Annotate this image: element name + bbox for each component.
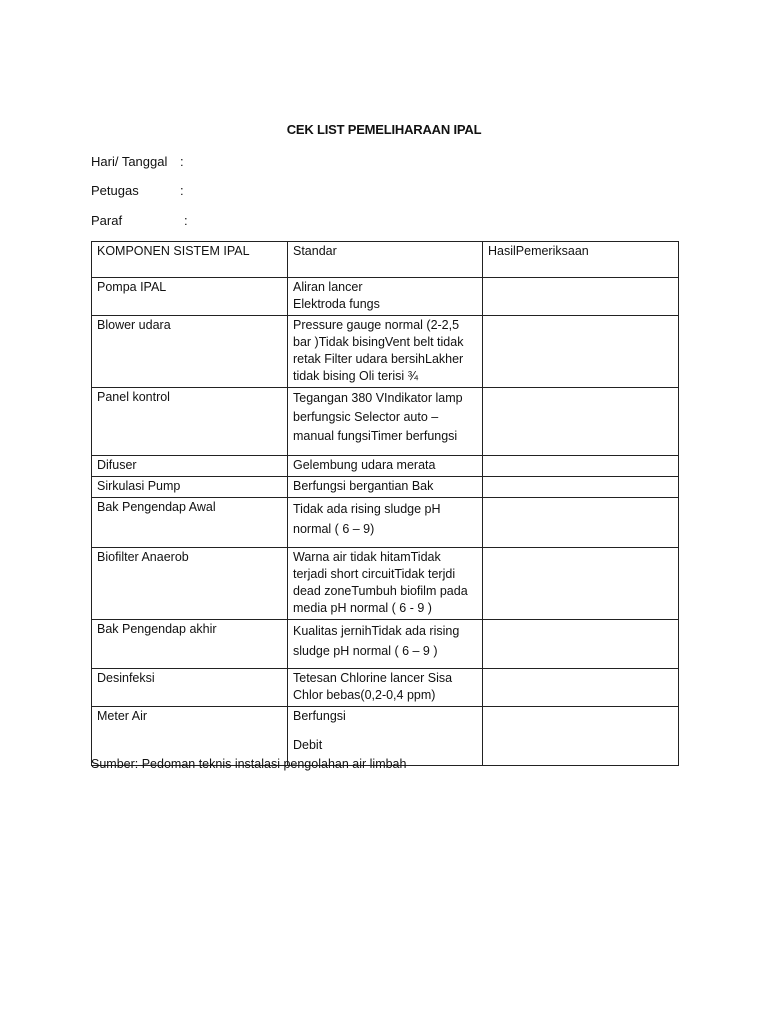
field-petugas bbox=[91, 183, 184, 198]
cell-standar bbox=[288, 669, 483, 707]
column-header-hasil: HasilPemeriksaan bbox=[483, 242, 679, 278]
table-row bbox=[92, 278, 679, 316]
table-row bbox=[92, 548, 679, 620]
standar-line: berfungsic Selector auto – bbox=[293, 410, 439, 424]
standar-line: Tetesan Chlorine lancer Sisa bbox=[293, 671, 453, 685]
cell-standar bbox=[288, 498, 483, 548]
standar-line: manual fungsiTimer berfungsi bbox=[293, 429, 458, 443]
cell-komponen: Pompa IPAL bbox=[92, 278, 288, 316]
standar-line: normal ( 6 – 9) bbox=[293, 522, 375, 536]
standar-line: Tegangan 380 VIndikator lamp bbox=[293, 391, 463, 405]
checklist-table bbox=[91, 241, 679, 766]
cell-hasil bbox=[483, 669, 679, 707]
table-row bbox=[92, 669, 679, 707]
standar-line: bar )Tidak bisingVent belt tidak bbox=[293, 335, 464, 349]
cell-standar bbox=[288, 278, 483, 316]
cell-hasil bbox=[483, 548, 679, 620]
column-header-standar: Standar bbox=[288, 242, 483, 278]
cell-hasil bbox=[483, 620, 679, 669]
cell-standar bbox=[288, 477, 483, 498]
cell-komponen: Desinfeksi bbox=[92, 669, 288, 707]
standar-line: Chlor bebas(0,2-0,4 ppm) bbox=[293, 688, 436, 702]
cell-hasil bbox=[483, 456, 679, 477]
field-colon: : bbox=[184, 213, 188, 228]
standar-line: Debit bbox=[293, 738, 323, 752]
field-label: Paraf bbox=[91, 213, 123, 228]
cell-standar bbox=[288, 548, 483, 620]
cell-komponen: Panel kontrol bbox=[92, 388, 288, 456]
standar-line: Pressure gauge normal (2-2,5 bbox=[293, 318, 460, 332]
field-colon: : bbox=[180, 183, 184, 198]
cell-standar bbox=[288, 456, 483, 477]
standar-line: Berfungsi bergantian Bak bbox=[293, 479, 434, 493]
cell-komponen: Sirkulasi Pump bbox=[92, 477, 288, 498]
standar-line: retak Filter udara bersihLakher bbox=[293, 352, 464, 366]
cell-hasil bbox=[483, 498, 679, 548]
source-note: Sumber: Pedoman teknis instalasi pengolahan air limbah bbox=[91, 757, 407, 771]
table-row bbox=[92, 477, 679, 498]
cell-standar bbox=[288, 620, 483, 669]
standar-line: terjadi short circuitTidak terjdi bbox=[293, 567, 456, 581]
cell-komponen: Difuser bbox=[92, 456, 288, 477]
field-paraf bbox=[91, 213, 188, 228]
cell-komponen: Bak Pengendap Awal bbox=[92, 498, 288, 548]
document-title: CEK LIST PEMELIHARAAN IPAL bbox=[286, 122, 482, 137]
cell-hasil bbox=[483, 316, 679, 388]
table-row bbox=[92, 316, 679, 388]
table-row bbox=[92, 456, 679, 477]
standar-line: sludge pH normal ( 6 – 9 ) bbox=[293, 644, 438, 658]
cell-hasil bbox=[483, 278, 679, 316]
table-row bbox=[92, 498, 679, 548]
field-label: Petugas bbox=[91, 183, 139, 198]
standar-line: Warna air tidak hitamTidak bbox=[293, 550, 441, 564]
standar-line: Elektroda fungs bbox=[293, 297, 380, 311]
cell-hasil bbox=[483, 477, 679, 498]
table-row bbox=[92, 388, 679, 456]
standar-line: Gelembung udara merata bbox=[293, 458, 436, 472]
standar-line: Aliran lancer bbox=[293, 280, 363, 294]
cell-standar bbox=[288, 316, 483, 388]
standar-line: tidak bising Oli terisi ¾ bbox=[293, 369, 419, 383]
cell-komponen: Bak Pengendap akhir bbox=[92, 620, 288, 669]
table-row bbox=[92, 620, 679, 669]
cell-hasil bbox=[483, 388, 679, 456]
standar-line: dead zoneTumbuh biofilm pada bbox=[293, 584, 468, 598]
cell-standar bbox=[288, 388, 483, 456]
field-hari-tanggal bbox=[91, 154, 184, 169]
standar-line: media pH normal ( 6 - 9 ) bbox=[293, 601, 432, 615]
table-header-row bbox=[92, 242, 679, 278]
column-header-komponen: KOMPONEN SISTEM IPAL bbox=[92, 242, 288, 278]
cell-komponen: Meter Air bbox=[92, 707, 288, 766]
standar-line: Kualitas jernihTidak ada rising bbox=[293, 624, 460, 638]
standar-spacer bbox=[293, 725, 477, 737]
cell-komponen: Blower udara bbox=[92, 316, 288, 388]
standar-line: Tidak ada rising sludge pH bbox=[293, 502, 441, 516]
standar-line: Berfungsi bbox=[293, 709, 346, 723]
cell-hasil bbox=[483, 707, 679, 766]
field-colon: : bbox=[180, 154, 184, 169]
field-label: Hari/ Tanggal bbox=[91, 154, 168, 169]
cell-komponen: Biofilter Anaerob bbox=[92, 548, 288, 620]
